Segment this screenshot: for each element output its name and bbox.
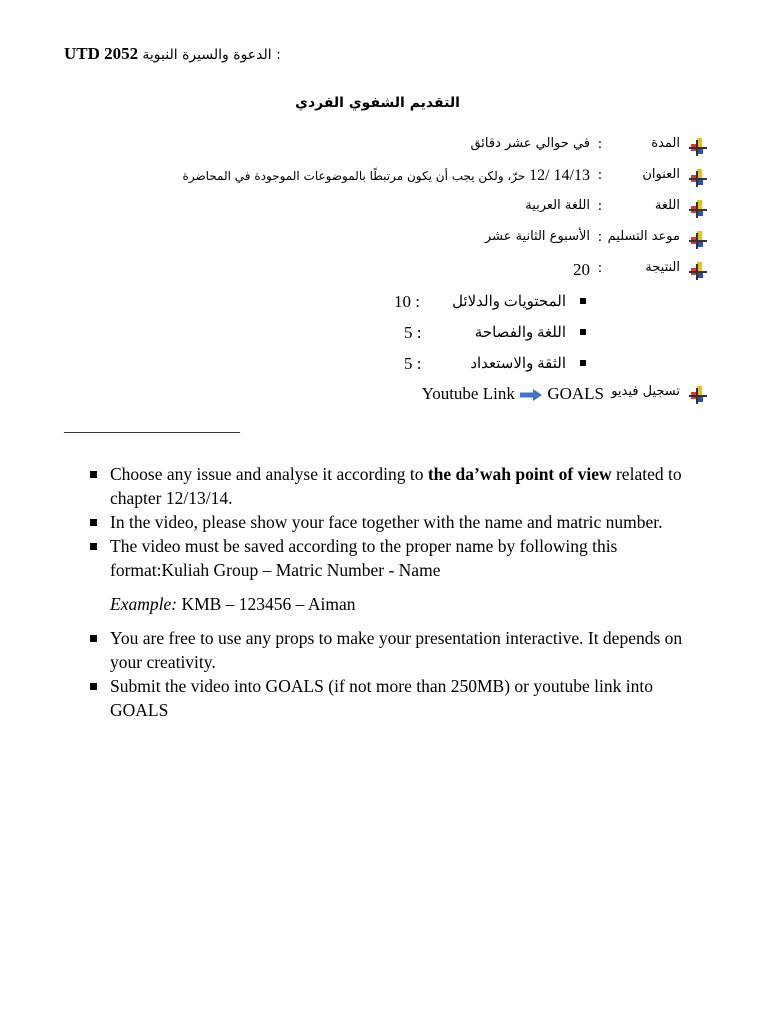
youtube-link-label: Youtube Link bbox=[421, 384, 515, 403]
example-line bbox=[88, 592, 708, 616]
topic-label: العنوان bbox=[642, 167, 680, 182]
score-item-label: المحتويات والدلائل bbox=[452, 294, 566, 310]
instruction-item bbox=[88, 462, 708, 510]
course-code: UTD 2052 bbox=[64, 44, 139, 63]
bullet-marker-icon bbox=[688, 386, 708, 406]
info-row-score bbox=[108, 260, 708, 286]
instruction-item bbox=[88, 626, 708, 674]
info-row-duration bbox=[108, 136, 708, 162]
submission-methods bbox=[422, 384, 604, 404]
square-bullet-icon bbox=[90, 519, 97, 526]
square-bullet-icon bbox=[580, 329, 586, 335]
instructions-list bbox=[88, 462, 708, 722]
arrow-right-icon bbox=[519, 389, 543, 401]
bullet-marker-icon bbox=[688, 169, 708, 189]
instruction-item bbox=[88, 674, 708, 722]
instruction-text: Choose any issue and analyse it according to bbox=[110, 464, 428, 484]
goals-label: GOALS bbox=[547, 384, 604, 403]
instruction-bold-text: the da’wah point of view bbox=[427, 464, 612, 484]
page-title bbox=[0, 94, 755, 112]
separator-line: ______________________ bbox=[64, 418, 240, 435]
instruction-item bbox=[88, 534, 708, 582]
page-title-text: التقديم الشفوي الفردي bbox=[295, 95, 460, 111]
score-item bbox=[380, 292, 600, 316]
instruction-text: related to chapter 12/13/14. bbox=[110, 464, 682, 508]
score-item bbox=[380, 323, 600, 347]
course-header bbox=[64, 44, 281, 64]
example-value: KMB – 123456 – Aiman bbox=[177, 594, 356, 614]
language-label: اللغة bbox=[654, 198, 680, 213]
score-item bbox=[380, 354, 600, 378]
colon: : bbox=[597, 198, 602, 214]
bullet-marker-icon bbox=[688, 138, 708, 158]
info-row-deadline bbox=[108, 229, 708, 255]
bullet-marker-icon bbox=[688, 262, 708, 282]
score-item-points: 10 : bbox=[394, 292, 420, 311]
colon: : bbox=[597, 167, 602, 183]
duration-value: في حوالي عشر دقائق bbox=[470, 136, 590, 151]
score-item-label: اللغة والفصاحة bbox=[474, 325, 566, 341]
duration-label: المدة bbox=[651, 136, 680, 151]
instruction-text: You are free to use any props to make your presentation interactive. It depends on your creativity. bbox=[110, 628, 683, 672]
score-item-points: 5 : bbox=[404, 323, 422, 342]
score-item-points: 5 : bbox=[404, 354, 422, 373]
square-bullet-icon bbox=[90, 635, 97, 642]
score-label: النتيجة bbox=[645, 260, 680, 275]
topic-value bbox=[183, 167, 590, 185]
topic-text: حرّ، ولكن يجب أن يكون مرتبطًا بالموضوعات الموجودة في المحاضرة bbox=[182, 169, 526, 183]
info-row-title bbox=[108, 167, 708, 193]
square-bullet-icon bbox=[580, 360, 586, 366]
bullet-marker-icon bbox=[688, 200, 708, 220]
colon: : bbox=[597, 260, 602, 276]
instruction-item bbox=[88, 510, 708, 534]
colon: : bbox=[597, 229, 602, 245]
score-item-points-value: 5 bbox=[404, 354, 413, 373]
colon: : bbox=[597, 136, 602, 152]
instruction-text: In the video, please show your face together with the name and matric number. bbox=[110, 512, 663, 532]
square-bullet-icon bbox=[90, 683, 97, 690]
score-item-points-value: 5 bbox=[404, 323, 413, 342]
instruction-text: The video must be saved according to the proper name by following this format:Kuliah Group – Matric Number - Name bbox=[110, 536, 618, 580]
submission-label: تسجيل فيديو bbox=[611, 384, 680, 399]
example-label: Example: bbox=[110, 594, 178, 614]
language-value: اللغة العربية bbox=[525, 198, 590, 213]
square-bullet-icon bbox=[90, 471, 97, 478]
square-bullet-icon bbox=[580, 298, 586, 304]
square-bullet-icon bbox=[90, 543, 97, 550]
info-row-submission bbox=[108, 384, 708, 410]
instruction-text: Submit the video into GOALS (if not more than 250MB) or youtube link into GOALS bbox=[110, 676, 653, 720]
course-name: الدعوة والسيرة النبوية : bbox=[142, 47, 281, 63]
score-value: 20 bbox=[573, 260, 590, 279]
topic-chapters: 14/13 /12 bbox=[529, 167, 590, 184]
bullet-marker-icon bbox=[688, 231, 708, 251]
info-row-language bbox=[108, 198, 708, 224]
score-item-label: الثقة والاستعداد bbox=[470, 356, 566, 372]
deadline-label: موعد التسليم bbox=[607, 229, 680, 244]
deadline-value: الأسبوع الثانية عشر bbox=[484, 229, 590, 244]
score-item-points-value: 10 bbox=[394, 292, 411, 311]
